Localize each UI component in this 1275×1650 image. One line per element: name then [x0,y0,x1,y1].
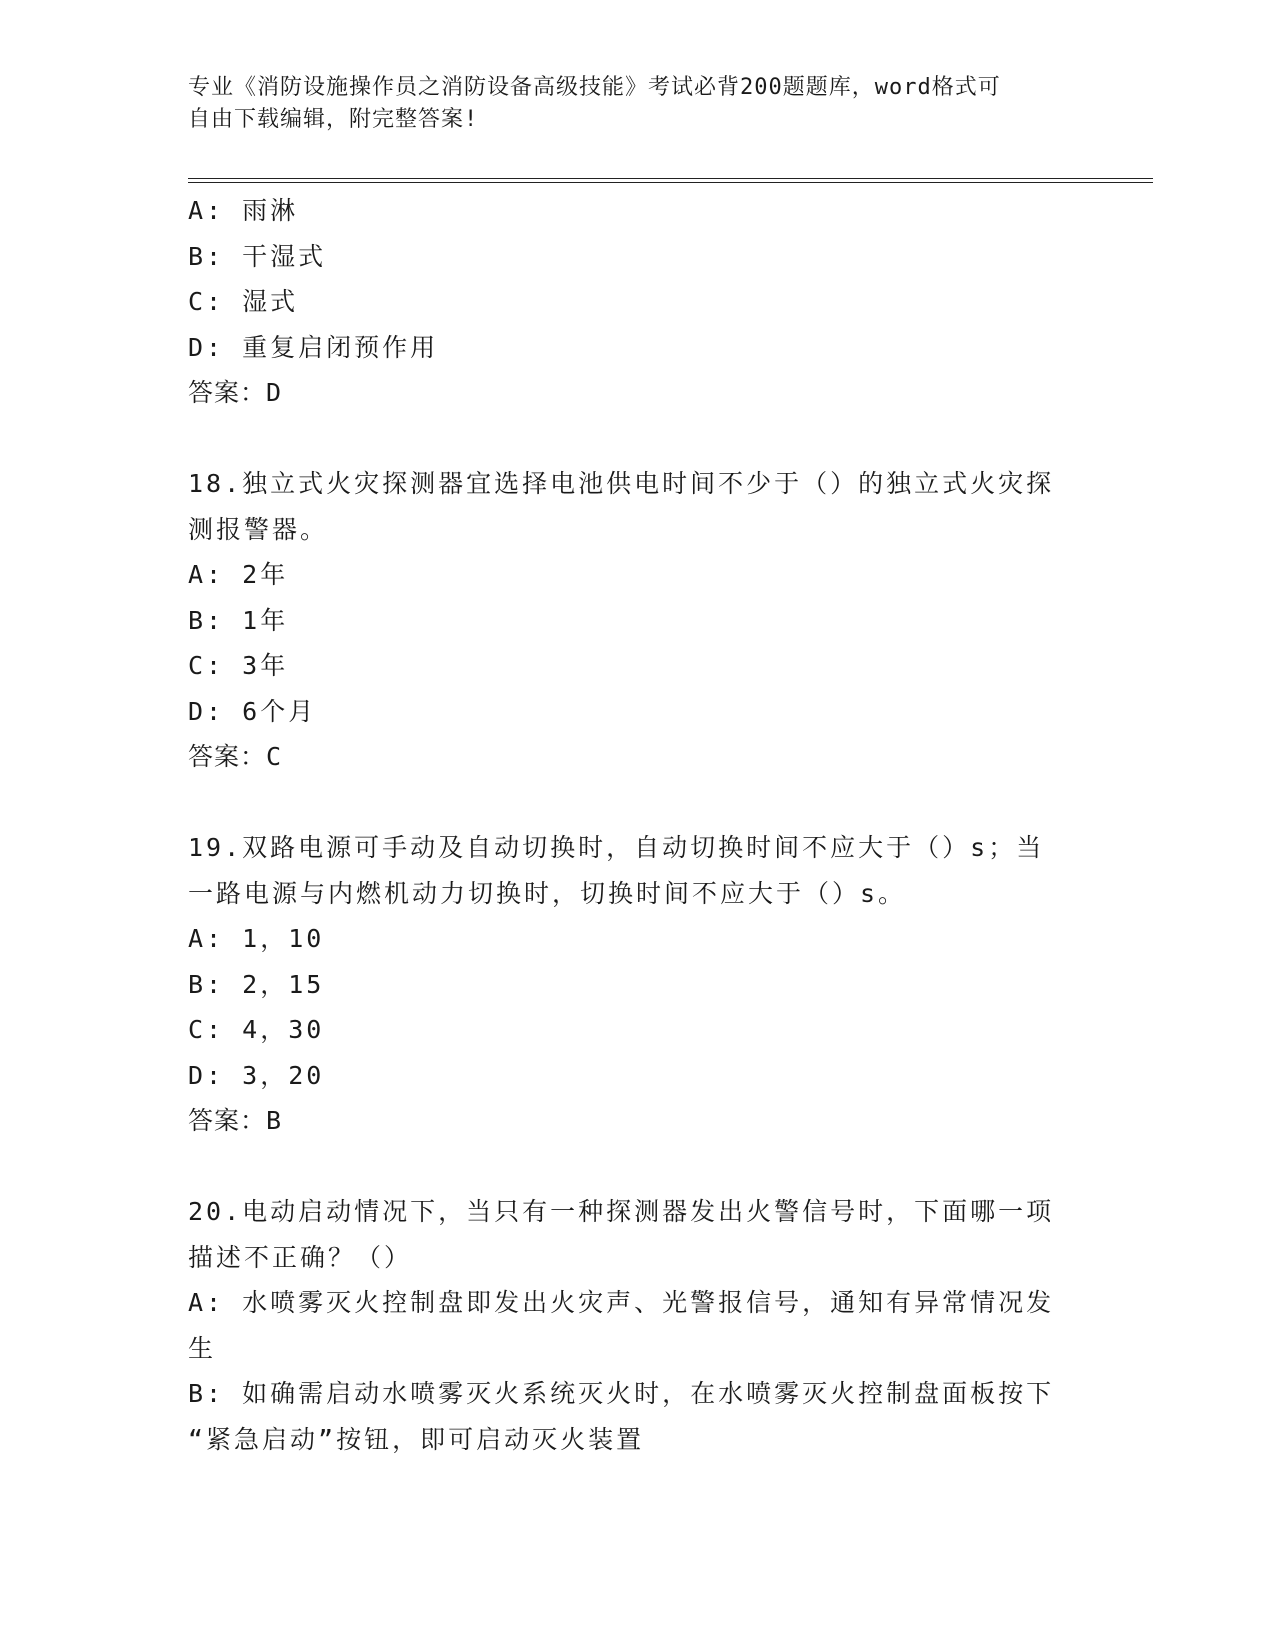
question-17 [188,188,1068,416]
option-b: B: 干湿式 [188,241,327,271]
option-b: B: 1年 [188,605,289,635]
header-divider-bottom [188,182,1153,183]
question-18 [188,461,1068,780]
answer: 答案：C [188,742,283,771]
option-c: C: 4，30 [188,1015,325,1044]
option-a: A: 1，10 [188,924,325,953]
question-stem-line-2: 一路电源与内燃机动力切换时，切换时间不应大于（）s。 [188,878,907,908]
question-19 [188,825,1068,1144]
question-20 [188,1189,1068,1462]
question-stem-line-1: 19.双路电源可手动及自动切换时，自动切换时间不应大于（）s；当 [188,833,1045,862]
option-a: A: 水喷雾灭火控制盘即发出火灾声、光警报信号，通知有异常情况发 [188,1288,1055,1317]
option-c: C: 湿式 [188,287,299,316]
question-list [188,188,1068,1462]
document-header [188,72,1088,136]
question-stem-line-1: 18.独立式火灾探测器宜选择电池供电时间不少于（）的独立式火灾探 [188,469,1055,498]
option-c: C: 3年 [188,651,289,680]
option-d: D: 3，20 [188,1060,325,1090]
question-stem-line-1: 20.电动启动情况下，当只有一种探测器发出火警信号时，下面哪一项 [188,1197,1055,1226]
option-d: D: 6个月 [188,696,317,726]
option-a: A: 雨淋 [188,196,299,225]
option-b-continued: “紧急启动”按钮，即可启动灭火装置 [188,1424,645,1454]
header-divider-top [188,178,1153,179]
question-stem-line-2: 描述不正确？（） [188,1242,413,1272]
option-a-continued: 生 [188,1333,217,1363]
header-line-1: 专业《消防设施操作员之消防设备高级技能》考试必背200题题库，word格式可 [188,75,1001,100]
answer: 答案：B [188,1106,283,1135]
answer: 答案：D [188,378,283,407]
header-line-2: 自由下载编辑，附完整答案! [188,107,479,132]
option-b: B: 如确需启动水喷雾灭火系统灭火时，在水喷雾灭火控制盘面板按下 [188,1379,1055,1408]
option-b: B: 2，15 [188,969,325,999]
option-a: A: 2年 [188,560,289,589]
question-stem-line-2: 测报警器。 [188,514,329,544]
option-d: D: 重复启闭预作用 [188,332,439,362]
